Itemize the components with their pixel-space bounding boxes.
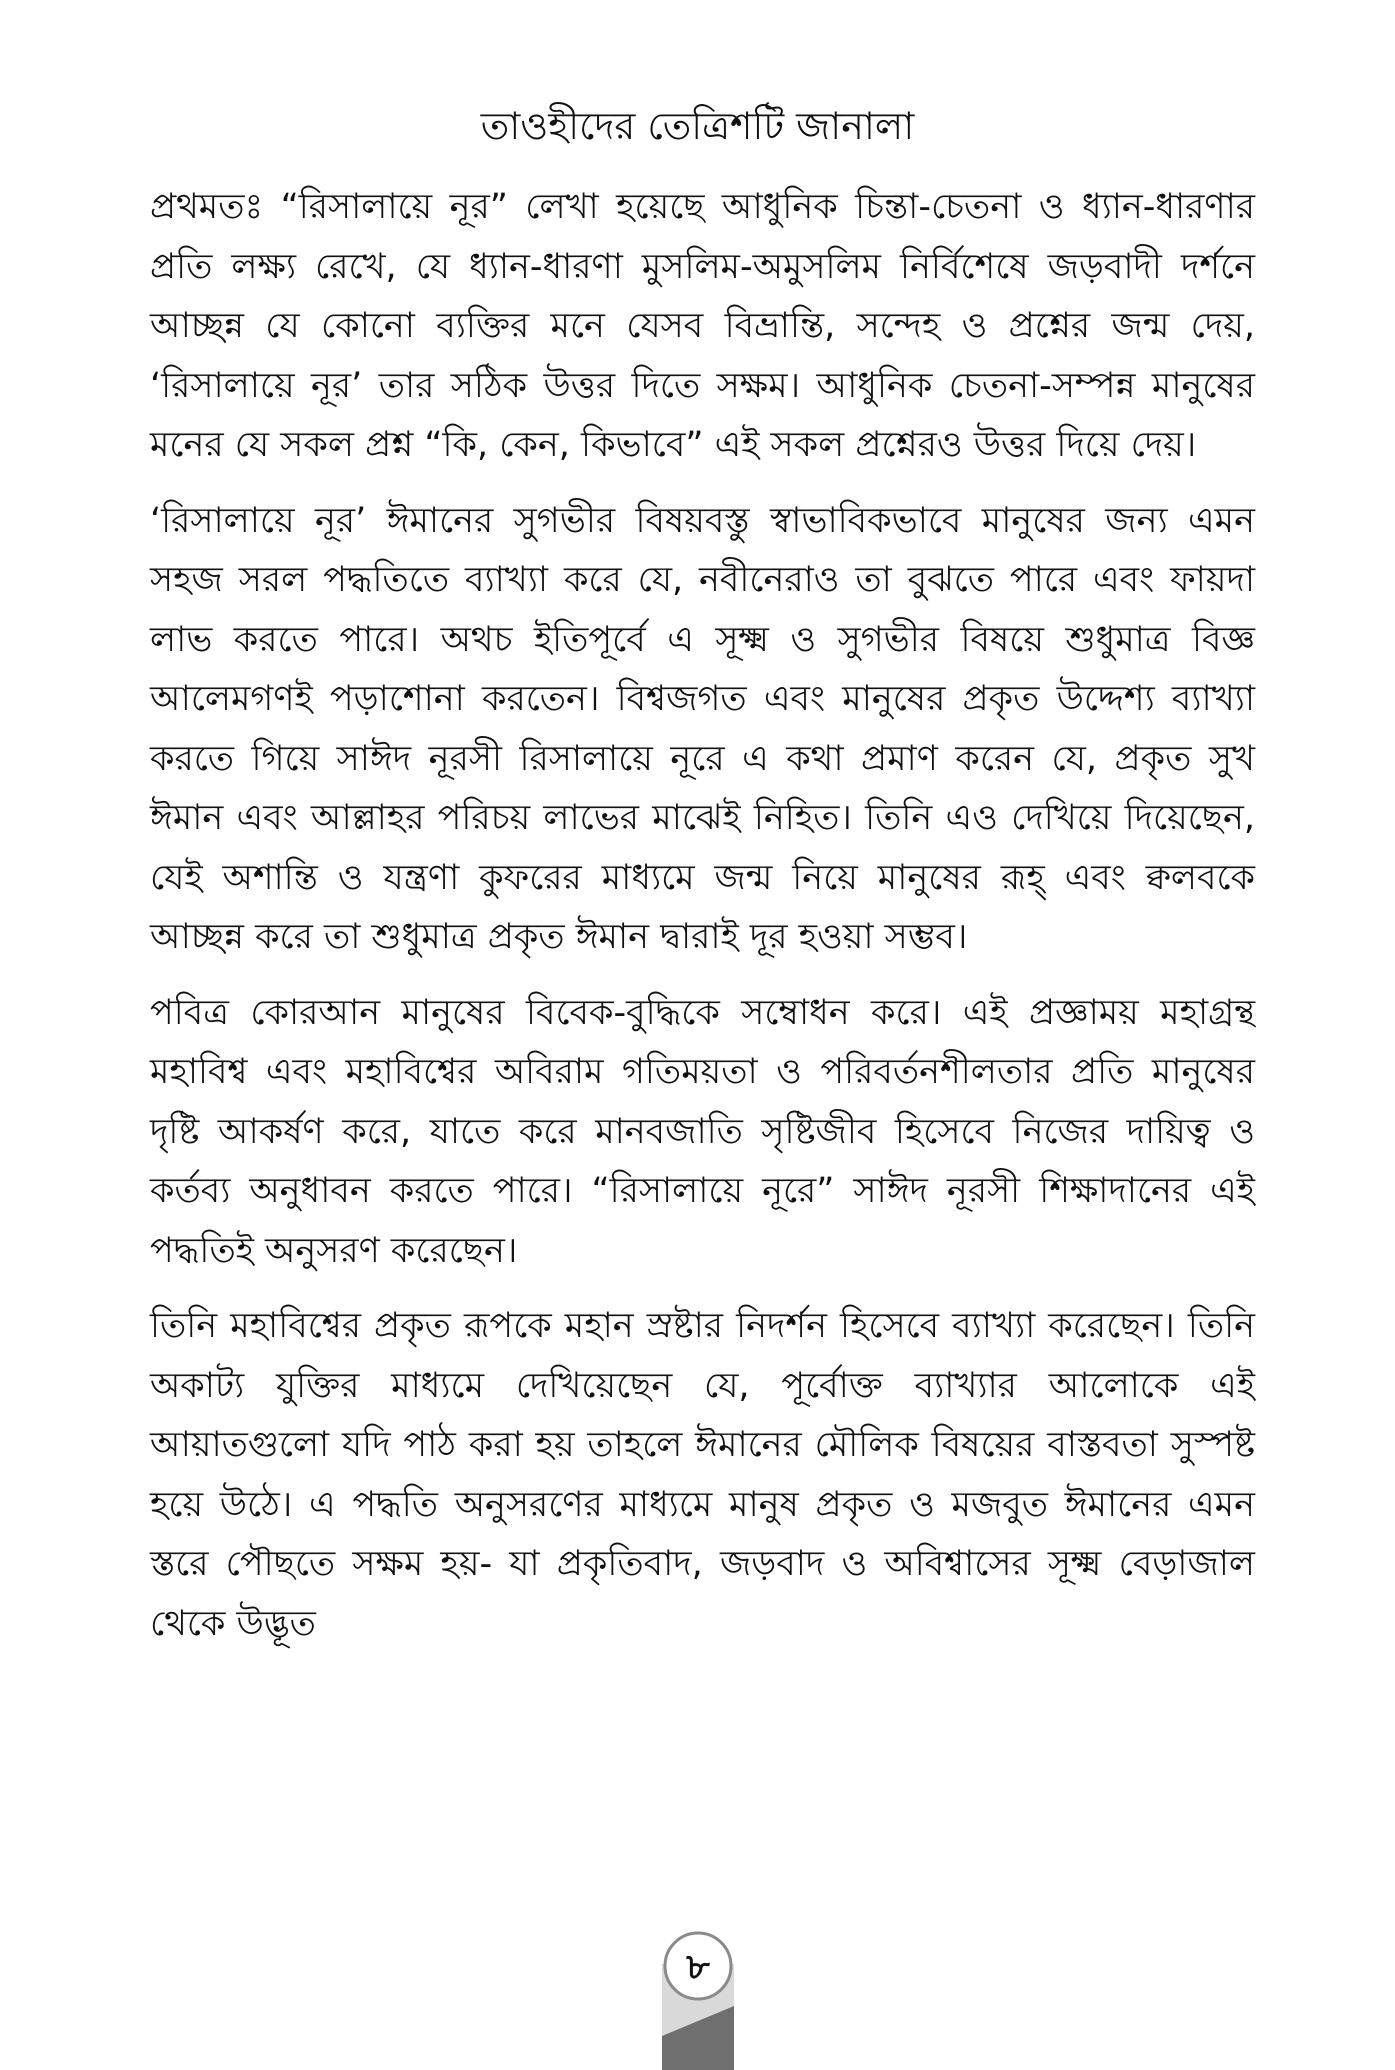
page-number: ৮ bbox=[686, 1947, 710, 1988]
running-header: তাওহীদের তেত্রিশটি জানালা bbox=[480, 104, 915, 148]
paragraph-1: প্রথমতঃ “রিসালায়ে নূর” লেখা হয়েছে আধুনিক চিন্তা-চেতনা ও ধ্যান-ধারণার প্রতি লক্ষ্য রেখে, যে ধ্যান-ধারণা মুসলিম-অমুসলিম নির্বিশেষে জড়বাদী দর্শনে আচ্ছন্ন যে কোনো ব্যক্তির মনে যেসব বিভ্রান্তি, সন্দেহ ও প্রশ্নের জন্ম দেয়, ‘রিসালায়ে নূর’ তার সঠিক উত্তর দিতে সক্ষম। আধুনিক চেতনা-সম্পন্ন মানুষের মনের যে সকল প্রশ্ন “কি, কেন, কিভাবে” এই সকল প্রশ্নেরও উত্তর দিয়ে দেয়। bbox=[150, 187, 1255, 465]
paragraph-3: পবিত্র কোরআন মানুষের বিবেক-বুদ্ধিকে সম্বোধন করে। এই প্রজ্ঞাময় মহাগ্রন্থ মহাবিশ্ব এবং মহাবিশ্বের অবিরাম গতিময়তা ও পরিবর্তনশীলতার প্রতি মানুষের দৃষ্টি আকর্ষণ করে, যাতে করে মানবজাতি সৃষ্টিজীব হিসেবে নিজের দায়িত্ব ও কর্তব্য অনুধাবন করতে পারে। “রিসালায়ে নূরে” সাঈদ নূরসী শিক্ষাদানের এই পদ্ধতিই অনুসরণ করেছেন। bbox=[150, 992, 1255, 1271]
paragraph-2: ‘রিসালায়ে নূর’ ঈমানের সুগভীর বিষয়বস্তু স্বাভাবিকভাবে মানুষের জন্য এমন সহজ সরল পদ্ধতিতে ব্যাখ্যা করে যে, নবীনেরাও তা বুঝতে পারে এবং ফায়দা লাভ করতে পারে। অথচ ইতিপূর্বে এ সূক্ষ্ম ও সুগভীর বিষয়ে শুধুমাত্র বিজ্ঞ আলেমগণই পড়াশোনা করতেন। বিশ্বজগত এবং মানুষের প্রকৃত উদ্দেশ্য ব্যাখ্যা করতে গিয়ে সাঈদ নূরসী রিসালায়ে নূরে এ কথা প্রমাণ করেন যে, প্রকৃত সুখ ঈমান এবং আল্লাহর পরিচয় লাভের মাঝেই নিহিত। তিনি এও দেখিয়ে দিয়েছেন, যেই অশান্তি ও যন্ত্রণা কুফরের মাধ্যমে জন্ম নিয়ে মানুষের রূহ্ এবং ক্বলবকে আচ্ছন্ন করে তা শুধুমাত্র প্রকৃত ঈমান দ্বারাই দূর হওয়া সম্ভব। bbox=[150, 500, 1255, 957]
page-number-tab bbox=[662, 1928, 734, 2070]
paragraph-4: তিনি মহাবিশ্বের প্রকৃত রূপকে মহান স্রষ্টার নিদর্শন হিসেবে ব্যাখ্যা করেছেন। তিনি অকাট্য যুক্তির মাধ্যমে দেখিয়েছেন যে, পূর্বোক্ত ব্যাখ্যার আলোকে এই আয়াতগুলো যদি পাঠ করা হয় তাহলে ঈমানের মৌলিক বিষয়ের বাস্তবতা সুস্পষ্ট হয়ে উঠে। এ পদ্ধতি অনুসরণের মাধ্যমে মানুষ প্রকৃত ও মজবুত ঈমানের এমন স্তরে পৌছতে সক্ষম হয়- যা প্রকৃতিবাদ, জড়বাদ ও অবিশ্বাসের সূক্ষ্ম বেড়াজাল থেকে উদ্ভূত bbox=[150, 1306, 1255, 1644]
body-text bbox=[150, 178, 1255, 1670]
